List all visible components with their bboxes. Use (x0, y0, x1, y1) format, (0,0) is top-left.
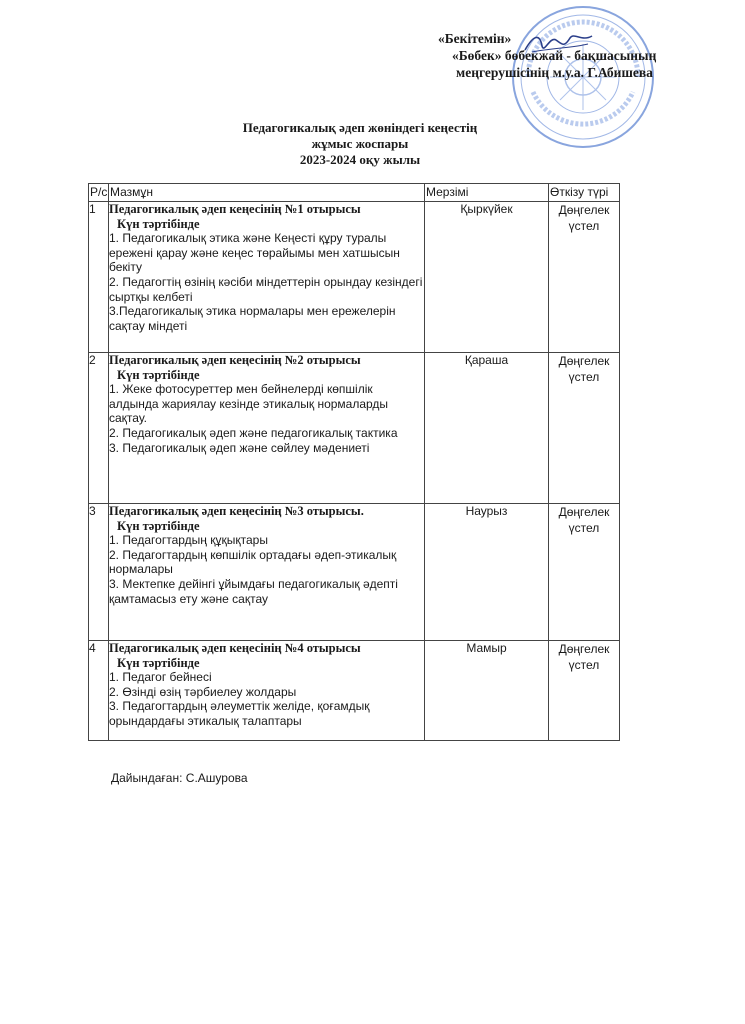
agenda-label: Күн тәртібінде (117, 655, 200, 670)
row-content (109, 353, 425, 504)
session-heading: Педагогикалық әдеп кеңесінің №4 отырысы (109, 641, 361, 655)
agenda-item: 3. Педагогтардың әлеуметтік желіде, қоғамдық орындардағы этикалық талаптары (109, 699, 370, 728)
session-heading: Педагогикалық әдеп кеңесінің №1 отырысы (109, 202, 361, 216)
row-number: 4 (89, 641, 109, 741)
approval-line-3: меңгерушісінің м.у.а. Г.Абишева (456, 65, 653, 80)
row-term: Қараша (425, 353, 549, 504)
row-type (549, 353, 620, 504)
title-line-1: Педагогикалық әдеп жөніндегі кеңестің (242, 120, 478, 135)
table-header-row (89, 184, 620, 202)
document-title (140, 120, 580, 168)
row-term: Мамыр (425, 641, 549, 741)
type-line-1: Дөңгелек (558, 203, 610, 217)
work-plan-table (88, 183, 620, 741)
header-term: Мерзімі (425, 184, 549, 202)
agenda-item: 1. Педагог бейнесі (109, 670, 212, 685)
header-number: Р/с (89, 184, 109, 202)
header-type: Өткізу түрі (549, 184, 620, 202)
type-line-2: үстел (568, 658, 600, 672)
session-heading: Педагогикалық әдеп кеңесінің №3 отырысы. (109, 504, 364, 518)
row-type (549, 504, 620, 641)
agenda-item: 2. Педагогтардың көпшілік ортадағы әдеп-этикалық нормалары (109, 547, 397, 577)
prepared-by: Дайындаған: С.Ашурова (111, 771, 248, 785)
agenda-item: 2. Педагогикалық әдеп және педагогикалық тактика (109, 425, 398, 440)
session-heading: Педагогикалық әдеп кеңесінің №2 отырысы (109, 353, 361, 367)
row-content (109, 641, 425, 741)
agenda-item: 3. Мектепке дейінгі ұйымдағы педагогикалық әдепті қамтамасыз ету және сақтау (109, 576, 398, 606)
row-content (109, 504, 425, 641)
row-content (109, 202, 425, 353)
table-row (89, 641, 620, 741)
row-term: Наурыз (425, 504, 549, 641)
agenda-label: Күн тәртібінде (117, 216, 200, 231)
row-number: 3 (89, 504, 109, 641)
agenda-item: 1. Жеке фотосуреттер мен бейнелерді көпшілік алдында жариялау кезінде этикалық нормаларды сақтау. (109, 382, 389, 426)
row-number: 2 (89, 353, 109, 504)
title-line-3: 2023-2024 оқу жылы (299, 152, 421, 167)
row-type (549, 641, 620, 741)
type-line-2: үстел (568, 370, 600, 384)
agenda-label: Күн тәртібінде (117, 367, 200, 382)
row-number: 1 (89, 202, 109, 353)
table-row (89, 202, 620, 353)
agenda-label: Күн тәртібінде (117, 518, 200, 533)
approval-line-2: «Бөбек» бөбекжай - бақшасының (452, 48, 657, 63)
agenda-item: 1. Педагогикалық этика және Кеңесті құру туралы ережені қарау және кеңес төрайымы мен хатшысын бекіту (109, 231, 400, 275)
type-line-1: Дөңгелек (558, 642, 610, 656)
header-content: Мазмұн (109, 184, 425, 202)
agenda-item: 3. Педагогикалық әдеп және сөйлеу мәдениеті (109, 440, 370, 455)
type-line-2: үстел (568, 219, 600, 233)
table-row (89, 504, 620, 641)
agenda-item: 2. Педагогтің өзінің кәсіби міндеттерін орындау кезіндегі сыртқы келбеті (109, 274, 423, 304)
agenda-item: 2. Өзінді өзің тәрбиелеу жолдары (109, 684, 297, 699)
type-line-1: Дөңгелек (558, 505, 610, 519)
row-term: Қыркүйек (425, 202, 549, 353)
type-line-1: Дөңгелек (558, 354, 610, 368)
title-line-2: жұмыс жоспары (311, 136, 409, 151)
approval-block (420, 30, 720, 81)
agenda-item: 3.Педагогикалық этика нормалары мен ережелерін сақтау міндеті (109, 304, 396, 333)
agenda-item: 1. Педагогтардың құқықтары (109, 533, 268, 548)
type-line-2: үстел (568, 521, 600, 535)
row-type (549, 202, 620, 353)
approval-line-1: «Бекітемін» (438, 31, 512, 46)
table-row (89, 353, 620, 504)
